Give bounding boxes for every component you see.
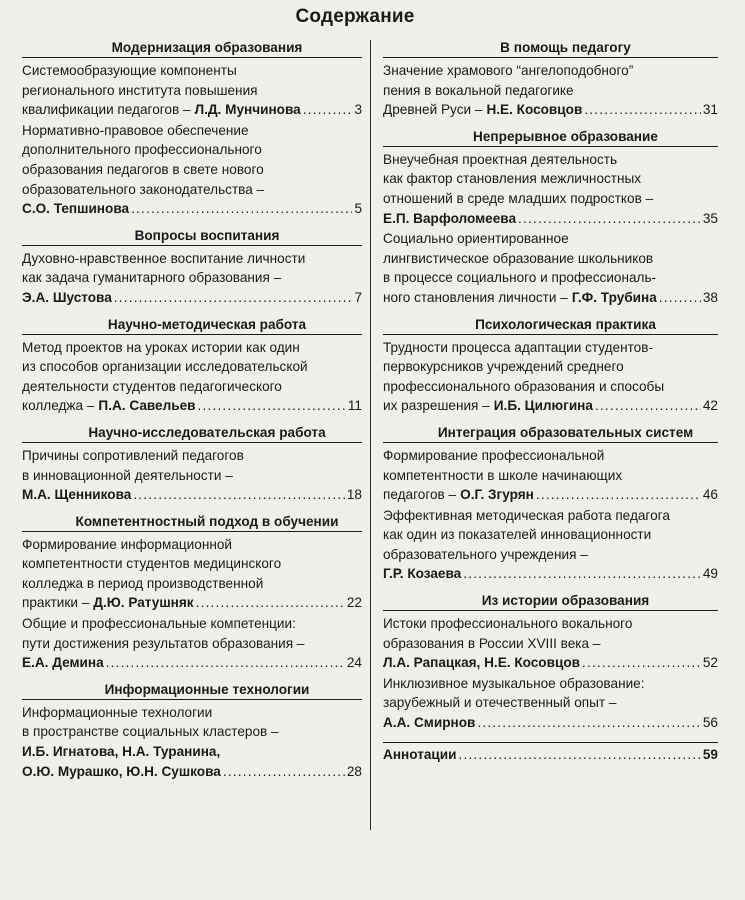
section-heading: Модернизация образования xyxy=(22,40,362,58)
entry-title-line: регионального института повышения xyxy=(22,82,258,98)
entry-title-line: компетентности студентов медицинского xyxy=(22,556,282,572)
entry-page-number: 7 xyxy=(354,289,362,305)
section-heading: Компетентностный подход в обучении xyxy=(22,514,362,532)
entry-page-number: 3 xyxy=(354,102,362,118)
entry-page-number: 42 xyxy=(702,398,718,414)
section-heading: Из истории образования xyxy=(383,593,718,611)
leader-dots xyxy=(518,209,701,229)
entry-title-tail: их разрешения – xyxy=(383,398,490,414)
entry-title-tail: ного становления личности – xyxy=(383,289,568,305)
entry-title-line: Метод проектов на уроках истории как один xyxy=(22,339,300,355)
toc-section xyxy=(22,228,362,308)
column-divider xyxy=(370,40,371,830)
entry-author-row xyxy=(22,593,362,613)
entry-title-line: отношений в среде младших подростков – xyxy=(383,190,654,206)
toc-section xyxy=(383,129,718,308)
toc-entry[interactable] xyxy=(22,703,362,781)
toc-entry[interactable] xyxy=(383,61,718,120)
entry-title-line: Социально ориентированное xyxy=(383,231,569,247)
entry-title-line: Общие и профессиональные компетенции: xyxy=(22,616,296,632)
toc-entry[interactable] xyxy=(383,506,718,584)
toc-entry[interactable] xyxy=(383,446,718,505)
entry-author-row xyxy=(383,485,718,505)
entry-author: Е.П. Варфоломеева xyxy=(383,210,517,226)
entry-author-row xyxy=(22,485,362,505)
annotations-entry[interactable] xyxy=(383,742,718,762)
right-column xyxy=(383,40,718,762)
leader-dots xyxy=(106,653,345,673)
entry-title-tail: педагогов – xyxy=(383,487,457,503)
section-heading: Непрерывное образование xyxy=(383,129,718,147)
entry-author-row xyxy=(22,653,362,673)
entry-author: И.Б. Цилюгина xyxy=(493,398,593,414)
entry-title-line: пения в вокальной педагогике xyxy=(383,82,574,98)
entry-author: П.А. Савельев xyxy=(98,398,196,414)
entry-title-line: образования в России XVIII века – xyxy=(383,635,601,651)
entry-title-line: из способов организации исследовательской xyxy=(22,359,308,375)
entry-title-line: Формирование информационной xyxy=(22,536,232,552)
toc-section xyxy=(22,317,362,416)
entry-title-line: дополнительного профессионального xyxy=(22,142,262,158)
entry-author: Э.А. Шустова xyxy=(22,289,112,305)
entry-author-line: И.Б. Игнатова, Н.А. Туранина, xyxy=(22,744,221,760)
entry-title-line: как один из показателей инновационности xyxy=(383,527,652,543)
entry-author: Н.Е. Косовцов xyxy=(486,102,583,118)
entry-title-tail: Древней Руси – xyxy=(383,102,483,118)
entry-title-line: Трудности процесса адаптации студентов- xyxy=(383,339,653,355)
right-sections xyxy=(383,40,718,733)
entry-title-line: колледжа в период производственной xyxy=(22,575,264,591)
leader-dots xyxy=(223,762,345,782)
entry-title-line: компетентности в школе начинающих xyxy=(383,467,623,483)
entry-author: Д.Ю. Ратушняк xyxy=(93,595,194,611)
section-heading: В помощь педагогу xyxy=(383,40,718,58)
entry-author: Л.А. Рапацкая, Н.Е. Косовцов xyxy=(383,655,580,671)
section-heading: Вопросы воспитания xyxy=(22,228,362,246)
entry-author-row xyxy=(383,396,718,416)
entry-title-line: образовательного учреждения – xyxy=(383,546,588,562)
entry-title-line: зарубежный и отечественный опыт – xyxy=(383,695,617,711)
leader-dots xyxy=(114,288,353,308)
entry-title-line: профессионального образования и способы xyxy=(383,378,665,394)
entry-title-line: Нормативно-правовое обеспечение xyxy=(22,122,249,138)
leader-dots xyxy=(582,653,701,673)
page-title: Содержание xyxy=(295,6,415,27)
entry-title-line: Духовно-нравственное воспитание личности xyxy=(22,250,306,266)
entry-title-line: пути достижения результатов образования – xyxy=(22,635,305,651)
leader-dots xyxy=(196,593,345,613)
toc-entry[interactable] xyxy=(383,150,718,228)
entry-author: С.О. Тепшинова xyxy=(22,201,130,217)
toc-section xyxy=(383,317,718,416)
entry-title-line: как задача гуманитарного образования – xyxy=(22,270,282,286)
entry-title-tail: колледжа – xyxy=(22,398,95,414)
leader-dots xyxy=(584,100,701,120)
entry-title-line: образования педагогов в свете нового xyxy=(22,161,264,177)
entry-author-row xyxy=(383,100,718,120)
leader-dots xyxy=(131,199,352,219)
leader-dots xyxy=(198,396,346,416)
entry-title-line: Формирование профессиональной xyxy=(383,447,605,463)
entry-author-row xyxy=(22,199,362,219)
entry-title-tail: квалификации педагогов – xyxy=(22,102,191,118)
entry-title-line: Причины сопротивлений педагогов xyxy=(22,447,244,463)
entry-page-number: 52 xyxy=(702,655,718,671)
toc-entry[interactable] xyxy=(22,121,362,219)
entry-page-number: 5 xyxy=(354,201,362,217)
entry-author: М.А. Щенникова xyxy=(22,487,132,503)
toc-entry[interactable] xyxy=(22,614,362,673)
toc-section xyxy=(383,593,718,733)
section-heading: Психологическая практика xyxy=(383,317,718,335)
leader-dots xyxy=(659,288,701,308)
entry-page-number: 56 xyxy=(702,715,718,731)
toc-section xyxy=(383,425,718,584)
entry-page-number: 31 xyxy=(702,102,718,118)
entry-title-line: Эффективная методическая работа педагога xyxy=(383,507,670,523)
entry-author: Л.Д. Мунчинова xyxy=(194,102,301,118)
toc-entry[interactable] xyxy=(383,614,718,673)
entry-author-row xyxy=(383,564,718,584)
leader-dots xyxy=(303,100,353,120)
entry-author: О.Г. Згурян xyxy=(460,487,534,503)
entry-page-number: 49 xyxy=(702,566,718,582)
entry-title-tail: практики – xyxy=(22,595,90,611)
leader-dots xyxy=(477,713,701,733)
entry-page-number: 46 xyxy=(702,487,718,503)
entry-title-line: как фактор становления межличностных xyxy=(383,171,642,187)
leader-dots xyxy=(536,485,701,505)
entry-author-row xyxy=(22,288,362,308)
entry-title-line: Истоки профессионального вокального xyxy=(383,616,633,632)
toc-section xyxy=(22,425,362,505)
entry-page-number: 11 xyxy=(347,398,362,414)
toc-entry[interactable] xyxy=(383,229,718,307)
entry-title-line: Значение храмового “ангелоподобного” xyxy=(383,63,634,78)
entry-author-row xyxy=(22,396,362,416)
leader-dots xyxy=(459,747,701,762)
entry-author-row xyxy=(383,713,718,733)
leader-dots xyxy=(133,485,345,505)
section-heading: Интеграция образовательных систем xyxy=(383,425,718,443)
annotations-page: 59 xyxy=(702,746,718,762)
section-heading: Информационные технологии xyxy=(22,682,362,700)
entry-author-row xyxy=(22,100,362,120)
toc-section xyxy=(22,40,362,219)
toc-entry[interactable] xyxy=(22,446,362,505)
toc-entry[interactable] xyxy=(383,338,718,416)
toc-section xyxy=(22,514,362,673)
entry-title-line: Инклюзивное музыкальное образование: xyxy=(383,675,645,691)
entry-page-number: 28 xyxy=(346,763,362,779)
entry-title-line: лингвистическое образование школьников xyxy=(383,250,654,266)
entry-page-number: 24 xyxy=(346,655,362,671)
entry-title-line: в инновационной деятельности – xyxy=(22,467,233,483)
entry-title-line: Системообразующие компоненты xyxy=(22,63,237,78)
toc-entry[interactable] xyxy=(22,338,362,416)
entry-title-line: в процессе социального и профессиональ- xyxy=(383,270,657,286)
entry-title-line: образовательного законодательства – xyxy=(22,181,265,197)
entry-author-row xyxy=(22,762,362,782)
entry-page-number: 18 xyxy=(346,487,362,503)
section-heading: Научно-исследовательская работа xyxy=(22,425,362,443)
annotations-label: Аннотации xyxy=(383,746,457,762)
entry-page-number: 22 xyxy=(346,595,362,611)
entry-author: Г.Ф. Трубина xyxy=(571,289,657,305)
toc-entry[interactable] xyxy=(22,61,362,120)
toc-entry[interactable] xyxy=(22,535,362,613)
left-column xyxy=(22,40,362,790)
entry-author: Е.А. Демина xyxy=(22,655,104,671)
entry-title-line: деятельности студентов педагогического xyxy=(22,378,282,394)
toc-entry[interactable] xyxy=(22,249,362,308)
entry-title-line: Информационные технологии xyxy=(22,704,213,720)
leader-dots xyxy=(595,396,701,416)
entry-author-row xyxy=(383,288,718,308)
entry-author: О.Ю. Мурашко, Ю.Н. Сушкова xyxy=(22,763,221,779)
entry-page-number: 35 xyxy=(702,210,718,226)
toc-section xyxy=(383,40,718,120)
entry-title-line: в пространстве социальных кластеров – xyxy=(22,724,279,740)
toc-entry[interactable] xyxy=(383,674,718,733)
entry-page-number: 38 xyxy=(702,289,718,305)
section-heading: Научно-методическая работа xyxy=(22,317,362,335)
entry-author-row xyxy=(383,209,718,229)
toc-section xyxy=(22,682,362,781)
entry-author: Г.Р. Козаева xyxy=(383,566,462,582)
entry-author: А.А. Смирнов xyxy=(383,715,476,731)
entry-title-line: Внеучебная проектная деятельность xyxy=(383,151,618,167)
entry-author-row xyxy=(383,653,718,673)
leader-dots xyxy=(463,564,701,584)
entry-title-line: первокурсников учреждений среднего xyxy=(383,359,624,375)
